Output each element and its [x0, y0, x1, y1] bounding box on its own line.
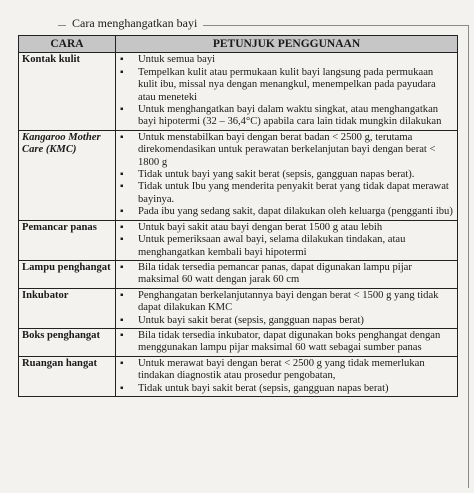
instruction-list: [119, 358, 454, 395]
method-name: Ruangan hangat: [19, 356, 116, 396]
method-name: Boks penghangat: [19, 328, 116, 356]
method-name: Pemancar panas: [19, 220, 116, 260]
table-row: [19, 220, 458, 260]
instruction-item: ▪ Untuk bayi sakit berat (sepsis, gangguan napas berat): [119, 315, 454, 327]
table-caption: Cara menghangatkan bayi: [66, 16, 203, 31]
table-header-row: [19, 36, 458, 53]
instruction-item: ▪ Bila tidak tersedia pemancar panas, dapat digunakan lampu pijar maksimal 60 watt dengan jarak 60 cm: [119, 262, 454, 287]
table-row: [19, 130, 458, 220]
instruction-item: ▪ Untuk menstabilkan bayi dengan berat badan < 2500 g, terutama direkomendasikan untuk perawatan berkelanjutan bayi dengan berat < 1800 g: [119, 132, 454, 169]
warming-methods-table: [18, 35, 458, 397]
instruction-list: [119, 222, 454, 259]
header-petunjuk: PETUNJUK PENGGUNAAN: [116, 36, 458, 53]
header-cara: CARA: [19, 36, 116, 53]
instruction-item: ▪ Tidak untuk Ibu yang menderita penyakit berat yang tidak dapat merawat bayinya.: [119, 181, 454, 206]
table-row: [19, 260, 458, 288]
instruction-item: ▪ Pada ibu yang sedang sakit, dapat dilakukan oleh keluarga (pengganti ibu): [119, 206, 454, 218]
instruction-item: ▪ Untuk semua bayi: [119, 54, 454, 66]
method-instructions: [116, 130, 458, 220]
instruction-item: ▪ Untuk pemeriksaan awal bayi, selama dilakukan tindakan, atau menghangatkan kembali bayi hipotermi: [119, 234, 454, 259]
method-name: Kontak kulit: [19, 53, 116, 130]
method-name: Kangaroo Mother Care (KMC): [19, 130, 116, 220]
table-row: [19, 53, 458, 130]
method-name: Inkubator: [19, 288, 116, 328]
instruction-item: ▪ Tempelkan kulit atau permukaan kulit bayi langsung pada permukaan kulit ibu, missal nya dengan menangkul, menempelkan pada payudara atau meneteki: [119, 67, 454, 104]
instruction-list: [119, 262, 454, 287]
instruction-list: [119, 132, 454, 219]
method-instructions: [116, 220, 458, 260]
instruction-item: ▪ Untuk bayi sakit atau bayi dengan berat 1500 g atau lebih: [119, 222, 454, 234]
instruction-item: ▪ Penghangatan berkelanjutannya bayi dengan berat < 1500 g yang tidak dapat dilakukan KMC: [119, 290, 454, 315]
method-instructions: [116, 328, 458, 356]
method-instructions: [116, 288, 458, 328]
instruction-item: ▪ Tidak untuk bayi sakit berat (sepsis, gangguan napas berat): [119, 383, 454, 395]
instruction-item: ▪ Untuk merawat bayi dengan berat < 2500 g yang tidak memerlukan tindakan diagnostik atau prosedur pengobatan,: [119, 358, 454, 383]
table-row: [19, 356, 458, 396]
table-row: [19, 288, 458, 328]
method-instructions: [116, 356, 458, 396]
instruction-item: ▪ Untuk menghangatkan bayi dalam waktu singkat, atau menghangatkan bayi hipotermi (32 – 36,4°C) apabila cara lain tidak mungkin dilakukan: [119, 104, 454, 129]
instruction-item: ▪ Tidak untuk bayi yang sakit berat (sepsis, gangguan napas berat).: [119, 169, 454, 181]
instruction-item: ▪ Bila tidak tersedia inkubator, dapat digunakan boks penghangat dengan menggunakan lampu pijar maksimal 60 watt sebagai sumber panas: [119, 330, 454, 355]
table-row: [19, 328, 458, 356]
method-instructions: [116, 260, 458, 288]
instruction-list: [119, 330, 454, 355]
method-name: Lampu penghangat: [19, 260, 116, 288]
method-instructions: [116, 53, 458, 130]
instruction-list: [119, 54, 454, 128]
instruction-list: [119, 290, 454, 327]
